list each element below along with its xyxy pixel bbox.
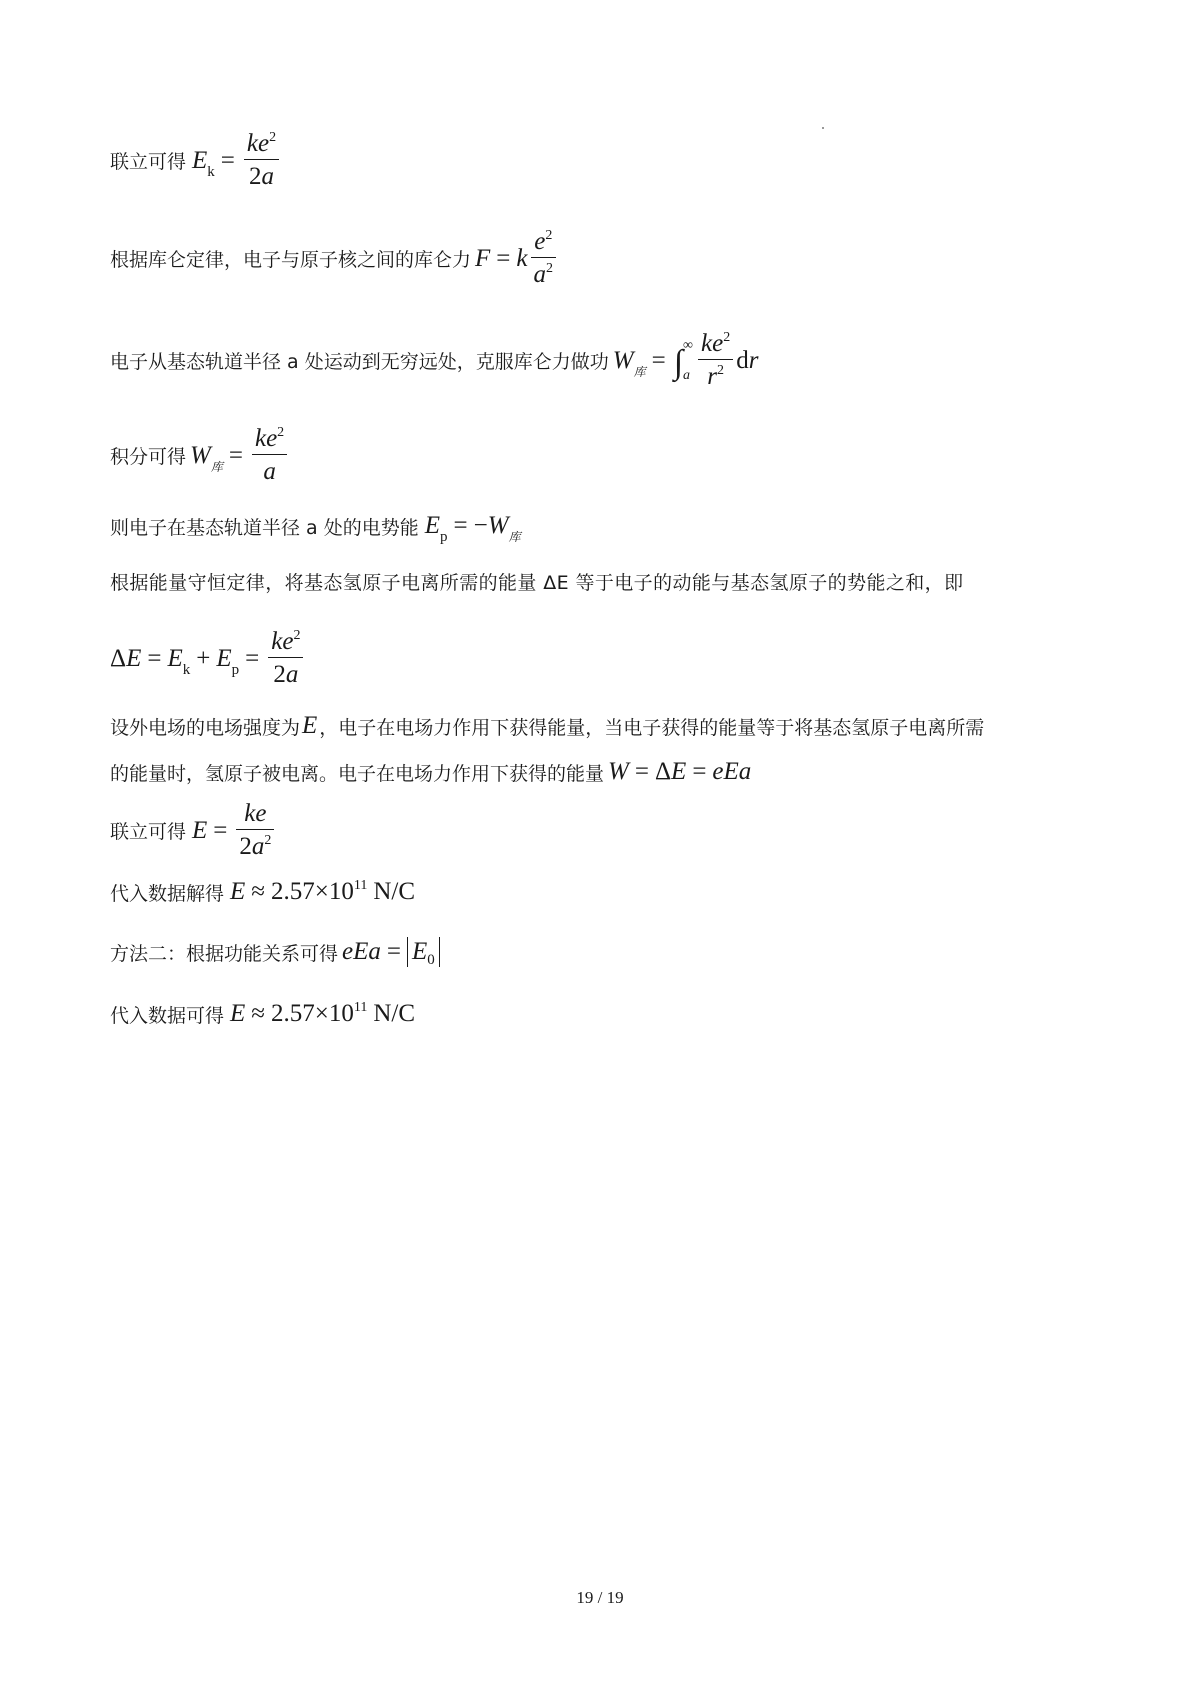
line-text: 联立可得 bbox=[110, 821, 187, 843]
equation-numeric-result-2: 代入数据可得 E ≈ $2.57\times 10^{11}$ N/C bbox=[110, 1000, 416, 1027]
equation-ionization-energy: ΔE = $E_k$ + $E_p$ = $\frac{ke^2}{2a}$ bbox=[110, 628, 306, 689]
line-text: 根据库仑定律，电子与原子核之间的库仑力 bbox=[110, 249, 472, 271]
equation-work-integral: 电子从基态轨道半径 a 处运动到无穷远处，克服库仑力做功 $W_库$ = ∫ ∞ a $\frac{ke^2}{r^2}$ dr bbox=[110, 330, 759, 390]
text-energy-conservation bbox=[110, 568, 963, 595]
line-text: 方法二：根据功能关系可得 bbox=[110, 942, 339, 965]
line-text: 设外电场的电场强度为 bbox=[110, 716, 301, 739]
equation-field-work: 的能量时，氢原子被电离。电子在电场力作用下获得的能量 W = ΔE = eEa bbox=[110, 758, 752, 785]
scan-speck bbox=[822, 127, 824, 129]
page-number: 19 / 19 bbox=[576, 1588, 624, 1607]
equation-kinetic-energy: 联立可得 $E_k$ = $\frac{ke^2}{2a}$ bbox=[110, 130, 282, 191]
equation-potential-energy: 则电子在基态轨道半径 a 处的电势能 $E_p$ = $-W_库$ bbox=[110, 512, 521, 545]
result-unit: N/C bbox=[373, 1000, 416, 1027]
integral-limits: ∞ a bbox=[683, 337, 693, 383]
equation-field-strength: 联立可得 E = $\frac{ke}{2a^2}$ bbox=[110, 800, 277, 861]
text-external-field: 设外电场的电场强度为 E ，电子在电场力作用下获得能量，当电子获得的能量等于将基态氢原子电离所需 bbox=[110, 712, 985, 739]
line-text: 则电子在基态轨道半径 a 处的电势能 bbox=[110, 516, 419, 539]
fraction: $\frac{ke^2}{2a}$ bbox=[244, 130, 279, 191]
equation-method-two: 方法二：根据功能关系可得 eEa = E 0 bbox=[110, 937, 440, 967]
equation-coulomb-force: 根据库仑定律，电子与原子核之间的库仑力 F = k $\frac{e^2}{a^2}$ bbox=[110, 228, 559, 289]
line-text: 的能量时，氢原子被电离。电子在电场力作用下获得的能量 bbox=[110, 762, 605, 785]
result-unit: N/C bbox=[373, 878, 416, 905]
line-text: 代入数据可得 bbox=[110, 1004, 225, 1027]
result-value: $2.57\times 10^{11}$ bbox=[271, 1000, 368, 1027]
line-text: 积分可得 bbox=[110, 446, 187, 468]
result-value: $2.57\times 10^{11}$ bbox=[271, 878, 368, 905]
line-text: 代入数据解得 bbox=[110, 882, 225, 905]
integral-sign: ∫ bbox=[673, 343, 684, 381]
fraction: $\frac{ke}{2a^2}$ bbox=[236, 800, 274, 861]
absolute-value: E 0 bbox=[407, 937, 440, 967]
fraction: $\frac{ke^2}{a}$ bbox=[252, 425, 287, 486]
fraction: $\frac{ke^2}{2a}$ bbox=[268, 628, 303, 689]
equation-numeric-result: 代入数据解得 E ≈ $2.57\times 10^{11}$ N/C bbox=[110, 878, 416, 905]
fraction: $\frac{ke^2}{r^2}$ bbox=[698, 330, 733, 391]
fraction: $\frac{e^2}{a^2}$ bbox=[531, 228, 557, 289]
line-text: 根据能量守恒定律，将基态氢原子电离所需的能量 ΔE 等于电子的动能与基态氢原子的势能之和，即 bbox=[110, 572, 964, 594]
line-text: 联立可得 bbox=[110, 151, 187, 173]
math-expr: $E_k$ bbox=[192, 146, 215, 180]
line-text: ，电子在电场力作用下获得能量，当电子获得的能量等于将基态氢原子电离所需 bbox=[319, 716, 985, 739]
equation-work-result: 积分可得 $W_库$ = $\frac{ke^2}{a}$ bbox=[110, 425, 290, 486]
line-text: 电子从基态轨道半径 a 处运动到无穷远处，克服库仑力做功 bbox=[110, 351, 609, 373]
